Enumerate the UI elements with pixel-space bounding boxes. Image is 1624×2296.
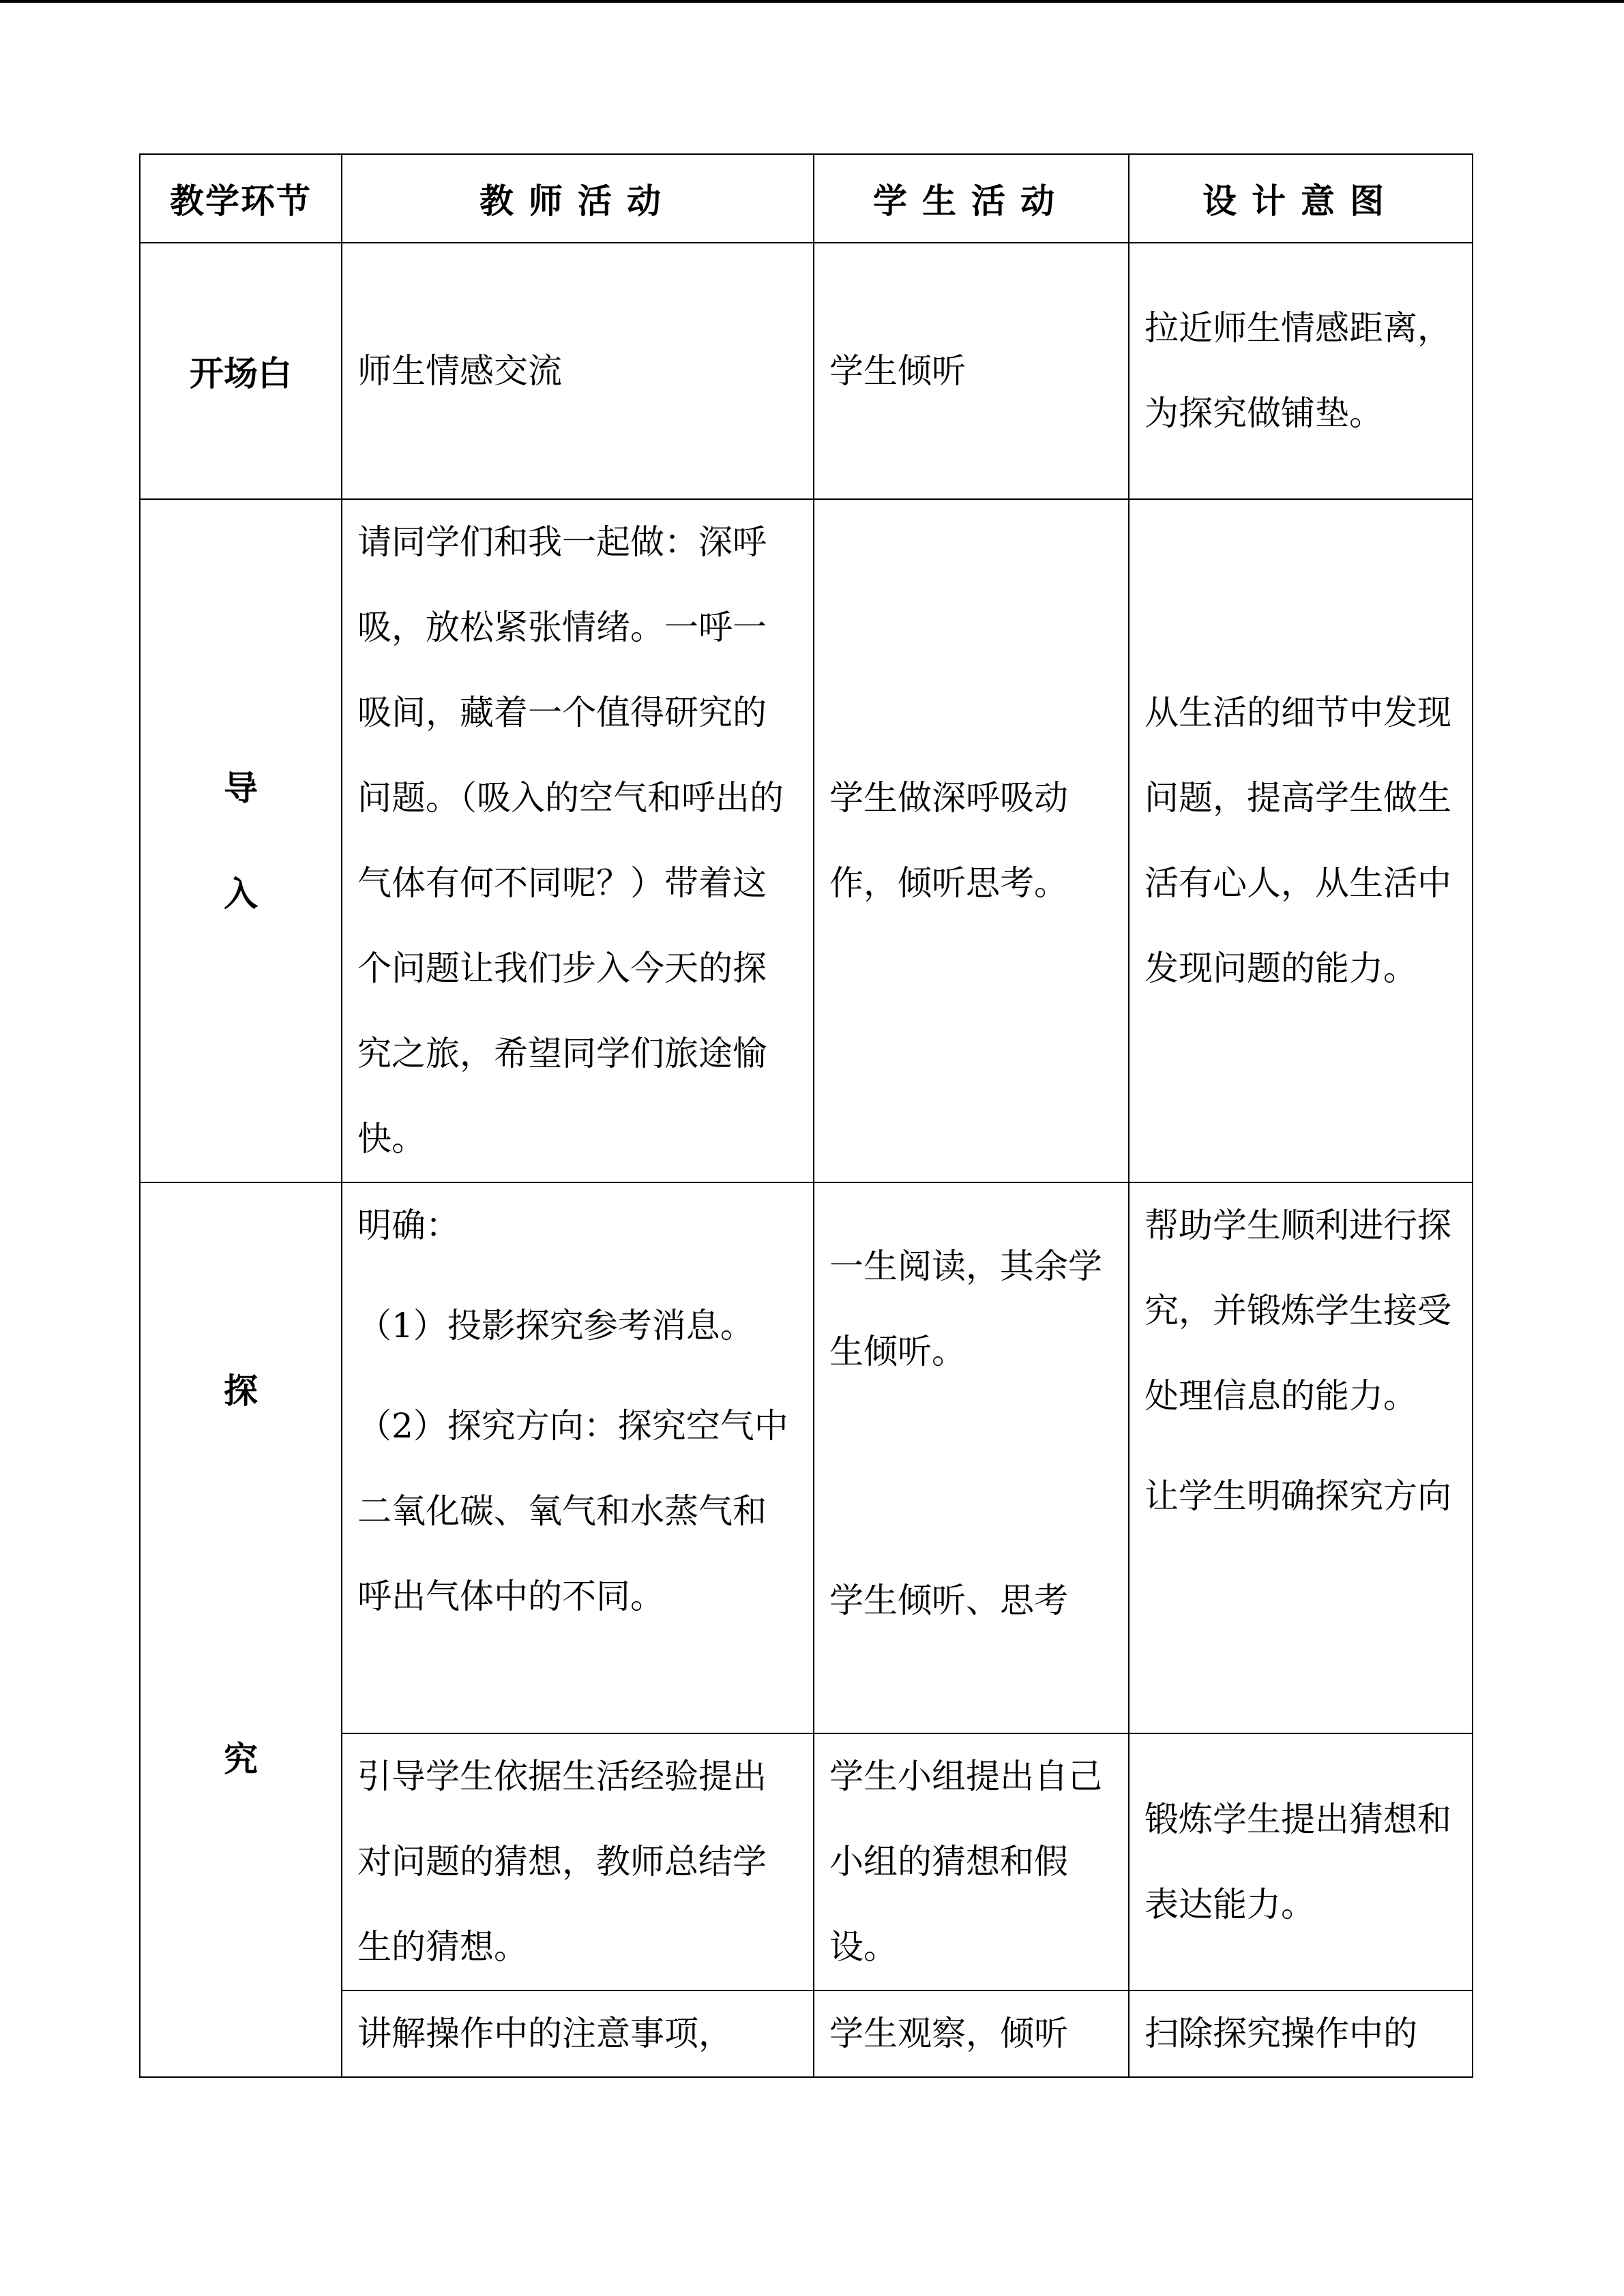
student-text-opening: 学生倾听 <box>829 351 966 391</box>
table-row-intro <box>140 499 1473 1182</box>
stage-char-intro-1: 导 <box>224 768 258 808</box>
teacher-line-explore-1: 明确： <box>357 1206 460 1245</box>
teacher-cell-intro <box>342 499 814 1182</box>
student-cell-explore-3 <box>814 1991 1129 2077</box>
purpose-line-explore-1: 帮助学生顺利进行探究，并锻炼学生接受处理信息的能力。 <box>1145 1206 1451 1416</box>
teacher-text-intro: 请同学们和我一起做：深呼吸，放松紧张情绪。一呼一吸间，藏着一个值得研究的问题。（吸入的空气和呼出的气体有何不同呢？）带着这个问题让我们步入今天的探究之旅，希望同学们旅途愉快。 <box>357 522 784 1159</box>
student-text-explore-3: 学生观察，倾听 <box>829 2014 1068 2053</box>
stage-char-intro-2: 入 <box>224 874 258 914</box>
purpose-cell-explore-1 <box>1129 1182 1473 1733</box>
stage-char-explore-1: 探 <box>224 1371 258 1411</box>
student-cell-opening <box>814 243 1129 499</box>
purpose-cell-explore-2 <box>1129 1733 1473 1991</box>
table-row-opening <box>140 243 1473 499</box>
teacher-text-explore-3: 讲解操作中的注意事项， <box>357 2014 733 2053</box>
student-cell-explore-2 <box>814 1733 1129 1991</box>
student-cell-explore-1 <box>814 1182 1129 1733</box>
student-text-intro: 学生做深呼吸动作，倾听思考。 <box>829 778 1068 903</box>
purpose-cell-intro <box>1129 499 1473 1182</box>
teacher-text-explore-2: 引导学生依据生活经验提出对问题的猜想，教师总结学生的猜想。 <box>357 1757 767 1967</box>
teacher-cell-opening <box>342 243 814 499</box>
header-row <box>140 154 1473 243</box>
purpose-text-explore-3: 扫除探究操作中的 <box>1145 2014 1417 2053</box>
teacher-cell-explore-1 <box>342 1182 814 1733</box>
teacher-line-explore-3: （2）探究方向：探究空气中二氧化碳、氧气和水蒸气和呼出气体中的不同。 <box>357 1406 788 1616</box>
purpose-cell-opening <box>1129 243 1473 499</box>
stage-cell-opening <box>140 243 342 499</box>
purpose-text-opening: 拉近师生情感距离，为探究做铺垫。 <box>1145 308 1451 433</box>
header-design-purpose: 设计意图 <box>1129 154 1473 243</box>
teacher-cell-explore-3 <box>342 1991 814 2077</box>
stage-label-opening: 开场白 <box>190 354 292 393</box>
student-text-explore-2: 学生小组提出自己小组的猜想和假设。 <box>829 1757 1102 1967</box>
stage-cell-intro <box>140 499 342 1182</box>
page-top-rule <box>0 0 1624 3</box>
student-cell-intro <box>814 499 1129 1182</box>
purpose-text-explore-2: 锻炼学生提出猜想和表达能力。 <box>1145 1799 1451 1924</box>
table-row-explore-1 <box>140 1182 1473 1733</box>
header-stage: 教学环节 <box>140 154 342 243</box>
header-teacher-activity: 教师活动 <box>342 154 814 243</box>
lesson-plan-table <box>139 153 1473 2078</box>
teacher-text-opening: 师生情感交流 <box>357 351 562 391</box>
student-line-explore-1: 一生阅读，其余学生倾听。 <box>829 1247 1102 1371</box>
header-student-activity: 学生活动 <box>814 154 1129 243</box>
purpose-line-explore-2: 让学生明确探究方向 <box>1145 1476 1451 1516</box>
stage-cell-explore <box>140 1182 342 2077</box>
teacher-cell-explore-2 <box>342 1733 814 1991</box>
student-line-explore-2: 学生倾听、思考 <box>829 1581 1068 1620</box>
stage-char-explore-2: 究 <box>224 1740 258 1779</box>
teacher-line-explore-2: （1）投影探究参考消息。 <box>357 1306 754 1345</box>
purpose-cell-explore-3 <box>1129 1991 1473 2077</box>
purpose-text-intro: 从生活的细节中发现问题，提高学生做生活有心人，从生活中发现问题的能力。 <box>1145 693 1451 988</box>
